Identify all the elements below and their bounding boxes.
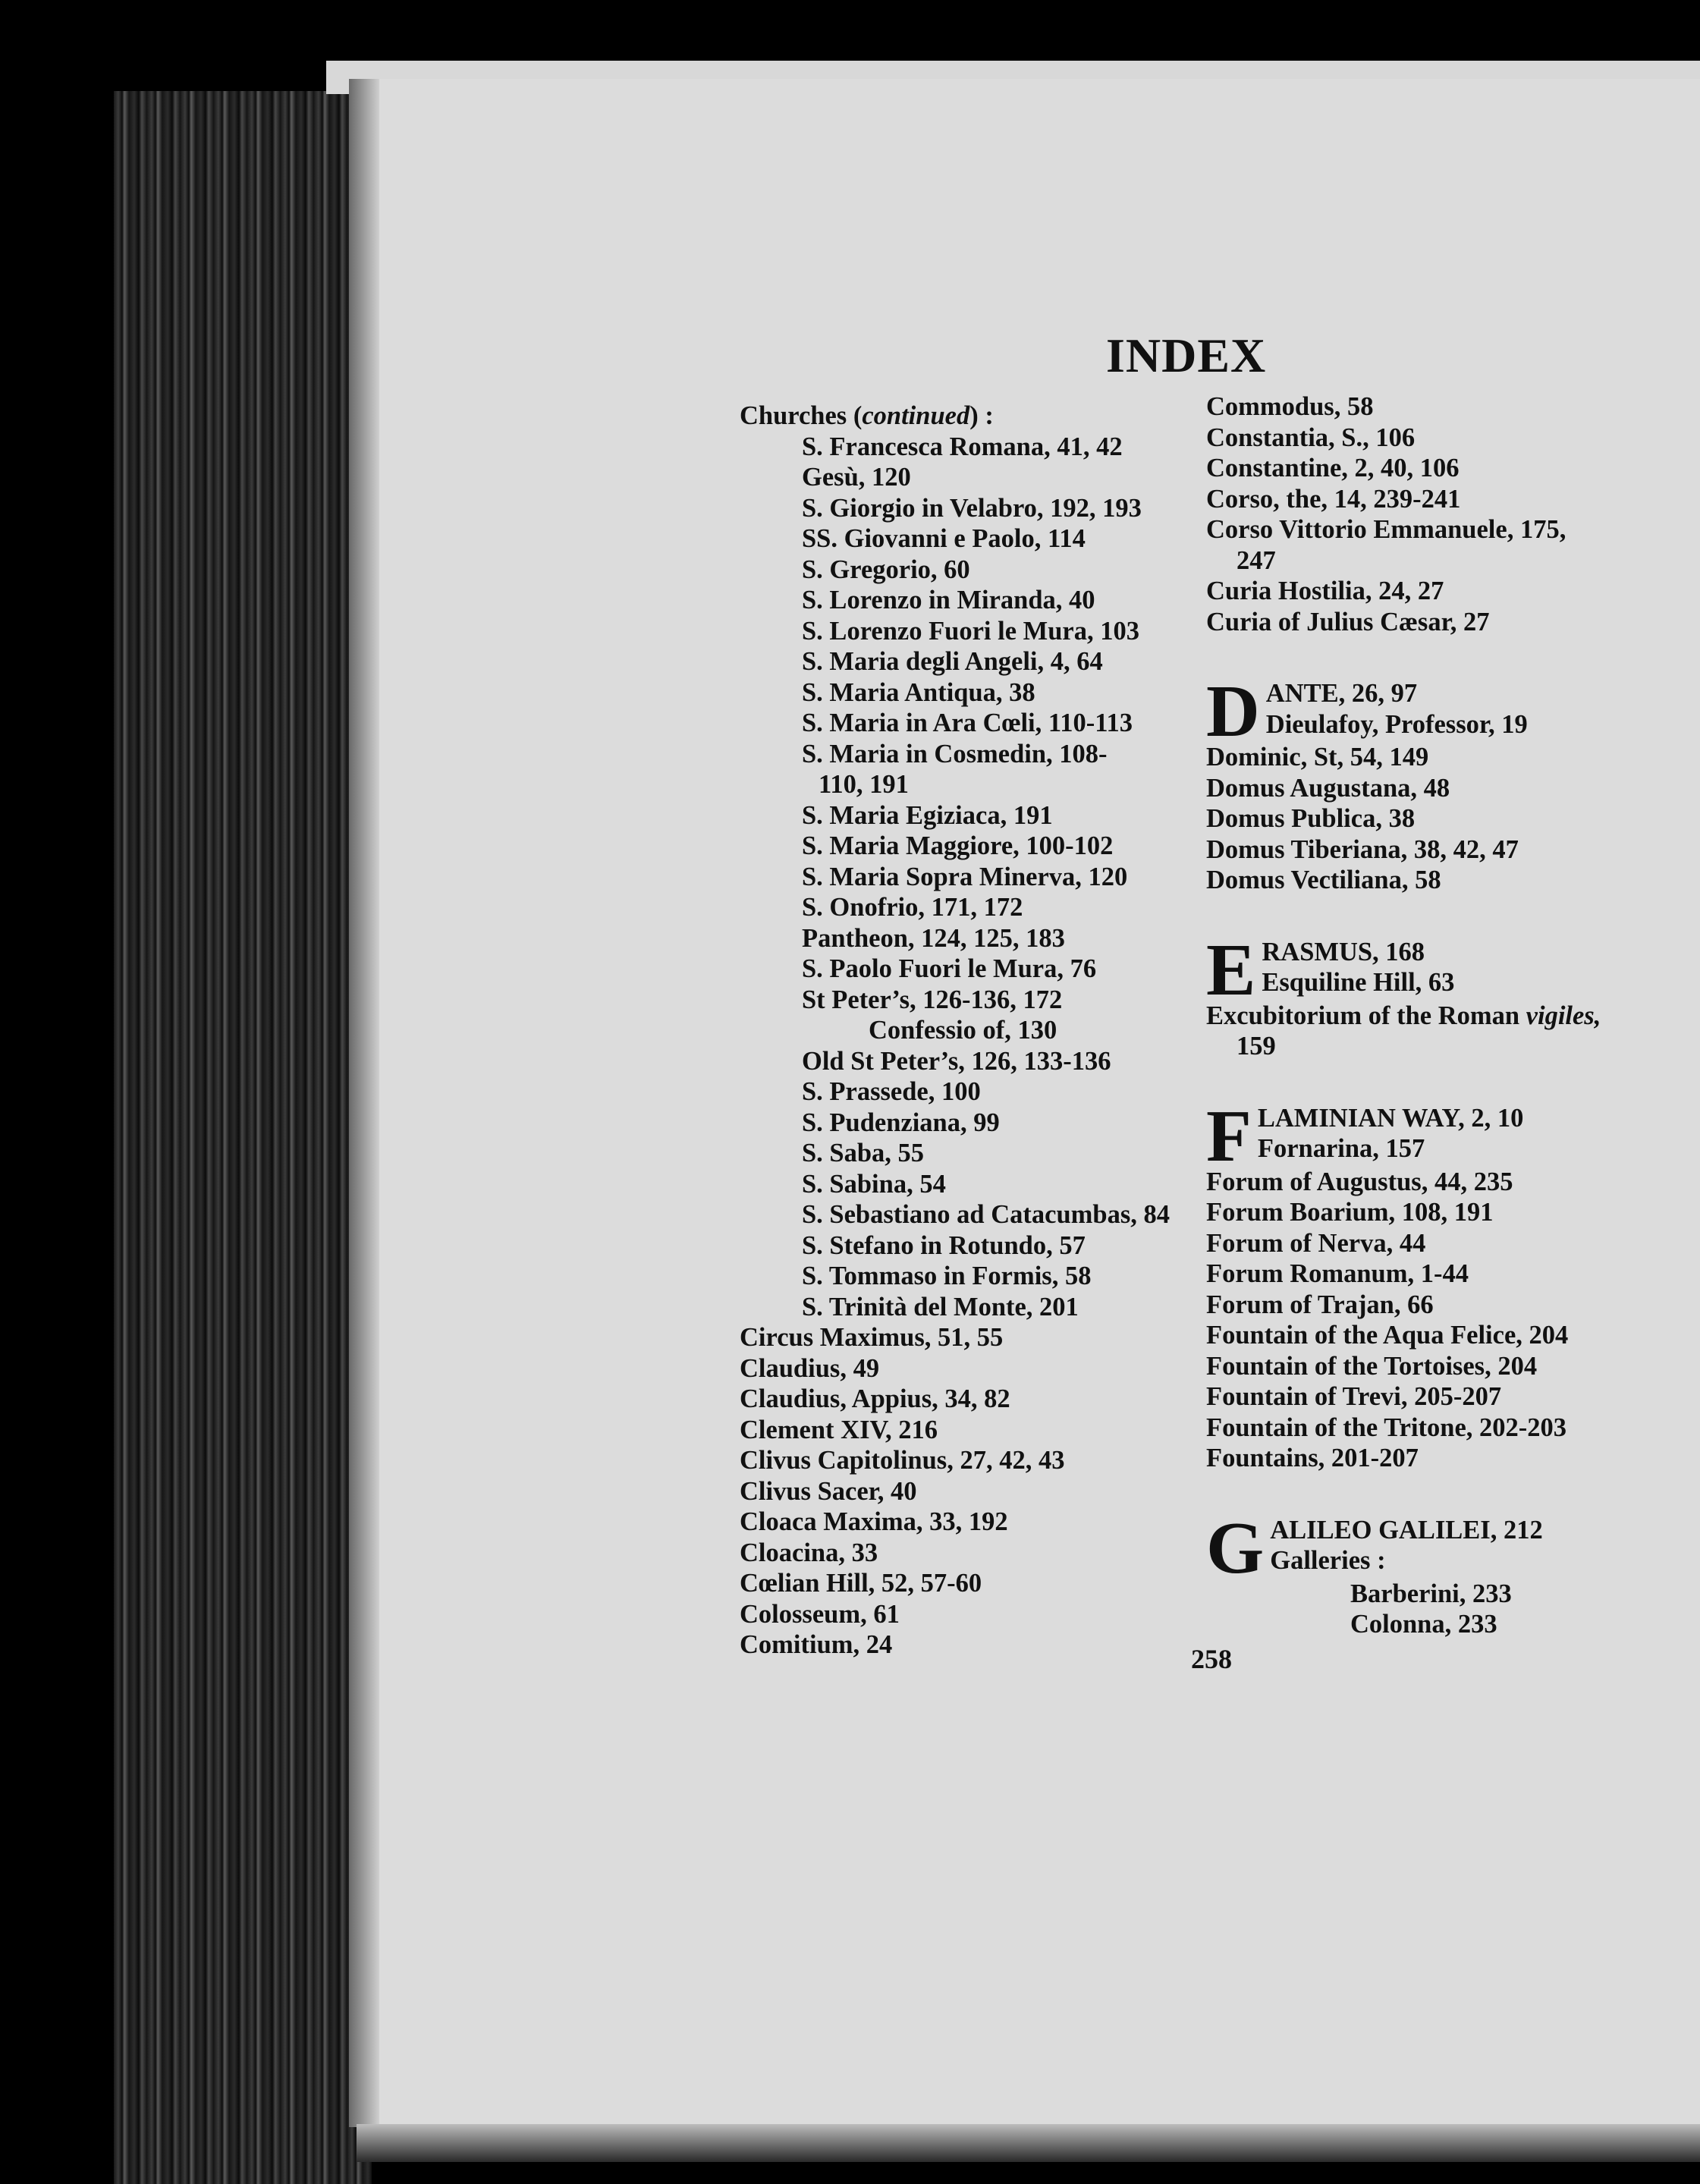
index-entry xyxy=(740,1138,1210,1169)
entry-text: Colosseum, 61 xyxy=(740,1599,900,1629)
index-entry: Forum of Trajan, 66 xyxy=(1206,1290,1434,1319)
entry-text: ) : xyxy=(969,401,994,430)
index-entry xyxy=(740,462,1210,493)
entry-text: S. Pudenziana, 99 xyxy=(802,1108,1000,1137)
index-entry xyxy=(740,616,1210,647)
entry-text: Comitium, 24 xyxy=(740,1630,893,1659)
index-entry xyxy=(740,1538,1210,1569)
index-f-entries xyxy=(1206,1167,1661,1474)
index-entry: Fountain of the Tortoises, 204 xyxy=(1206,1351,1538,1381)
index-entry: Fornarina, 157 xyxy=(1257,1134,1425,1163)
entry-text: S. Saba, 55 xyxy=(802,1139,925,1167)
index-entry: Corso, the, 14, 239-241 xyxy=(1206,484,1461,514)
index-entry xyxy=(740,1322,1210,1353)
index-entry xyxy=(740,739,1210,770)
index-entry xyxy=(740,985,1210,1016)
index-entry xyxy=(740,800,1210,831)
entry-text: 110, 191 xyxy=(819,770,909,799)
index-entry xyxy=(740,831,1210,862)
index-entry: Corso Vittorio Emmanuele, 175, xyxy=(1206,515,1566,544)
index-entry xyxy=(740,1230,1210,1262)
index-entry: Fountain of the Tritone, 202-203 xyxy=(1206,1413,1567,1442)
entry-text: Claudius, Appius, 34, 82 xyxy=(740,1384,1010,1413)
entry-text: S. Maria Maggiore, 100-102 xyxy=(802,831,1114,860)
index-entry xyxy=(740,1108,1210,1139)
entry-text: S. Maria degli Angeli, 4, 64 xyxy=(802,647,1103,676)
index-entry xyxy=(740,493,1210,524)
index-entry xyxy=(740,1353,1210,1384)
entry-text: Confessio of, 130 xyxy=(869,1016,1057,1045)
index-entry: Galleries : xyxy=(1270,1546,1386,1575)
entry-text: Claudius, 49 xyxy=(740,1353,880,1383)
entry-text: Gesù, 120 xyxy=(802,463,911,492)
index-entry xyxy=(740,1046,1210,1077)
index-section-g xyxy=(1206,1515,1661,1579)
entry-text: Churches ( xyxy=(740,401,863,430)
index-entry: Curia of Julius Cæsar, 27 xyxy=(1206,607,1490,636)
index-entry xyxy=(740,432,1210,463)
index-entry: LAMINIAN WAY, 2, 10 xyxy=(1257,1103,1524,1133)
index-left-column xyxy=(740,401,1210,1661)
entry-text: S. Paolo Fuori le Mura, 76 xyxy=(802,954,1097,983)
entry-text: S. Tommaso in Formis, 58 xyxy=(802,1262,1092,1290)
index-entry: Fountains, 201-207 xyxy=(1206,1444,1419,1472)
entry-text: Excubitorium of the Roman xyxy=(1206,1001,1526,1030)
index-section-f xyxy=(1206,1103,1661,1167)
index-right-column xyxy=(1206,391,1661,1640)
index-entry: Forum Romanum, 1-44 xyxy=(1206,1259,1469,1288)
drop-cap-g: G xyxy=(1206,1514,1265,1579)
index-entry xyxy=(740,677,1210,709)
index-entry: Fountain of the Aqua Felice, 204 xyxy=(1206,1321,1569,1350)
index-entry: Domus Publica, 38 xyxy=(1206,804,1416,833)
index-entry xyxy=(740,1384,1210,1415)
index-entry: Curia Hostilia, 24, 27 xyxy=(1206,577,1444,605)
index-entry xyxy=(740,523,1210,555)
index-entry: ALILEO GALILEI, 212 xyxy=(1270,1515,1543,1545)
index-entry: Forum of Augustus, 44, 235 xyxy=(1206,1167,1513,1196)
entry-text: S. Francesca Romana, 41, 42 xyxy=(802,432,1123,461)
entry-text: Cloaca Maxima, 33, 192 xyxy=(740,1507,1008,1536)
entry-text: SS. Giovanni e Paolo, 114 xyxy=(802,524,1086,553)
index-entry xyxy=(740,1568,1210,1599)
index-entry: Domus Vectiliana, 58 xyxy=(1206,866,1441,894)
index-entry xyxy=(740,585,1210,616)
entry-text: Old St Peter’s, 126, 133-136 xyxy=(802,1046,1111,1076)
index-entry xyxy=(1206,1001,1661,1032)
entry-text: S. Prassede, 100 xyxy=(802,1077,981,1106)
entry-text: S. Maria in Ara Cœli, 110-113 xyxy=(802,709,1133,737)
entry-text: Clivus Sacer, 40 xyxy=(740,1476,917,1506)
index-entry xyxy=(740,1261,1210,1292)
index-entry xyxy=(740,1507,1210,1538)
page-number: 258 xyxy=(1191,1644,1232,1674)
entry-text: S. Sabina, 54 xyxy=(802,1169,946,1199)
entry-text: S. Giorgio in Velabro, 192, 193 xyxy=(802,493,1142,523)
index-entry: RASMUS, 168 xyxy=(1262,937,1425,966)
drop-cap-e: E xyxy=(1206,936,1256,1001)
index-entry xyxy=(740,862,1210,893)
index-entry-continuation: 159 xyxy=(1237,1032,1276,1061)
index-entry xyxy=(740,1076,1210,1108)
book-fore-edge xyxy=(114,91,372,2184)
index-entry xyxy=(740,1629,1210,1661)
entry-text: S. Maria Sopra Minerva, 120 xyxy=(802,862,1128,891)
drop-cap-d: D xyxy=(1206,678,1260,742)
entry-italic: continued xyxy=(862,401,970,430)
index-entry xyxy=(740,401,1210,432)
entry-text: Cœlian Hill, 52, 57-60 xyxy=(740,1569,982,1598)
index-entry xyxy=(740,892,1210,923)
index-entry xyxy=(740,1599,1210,1630)
index-entry xyxy=(740,954,1210,985)
entry-text: S. Maria Antiqua, 38 xyxy=(802,677,1035,707)
index-entry xyxy=(740,1169,1210,1200)
index-entry: Commodus, 58 xyxy=(1206,392,1374,421)
entry-text: Clivus Capitolinus, 27, 42, 43 xyxy=(740,1446,1065,1475)
index-entry xyxy=(740,1415,1210,1446)
index-entry: Constantia, S., 106 xyxy=(1206,423,1416,452)
index-section-d xyxy=(1206,678,1661,742)
index-entry: Domus Tiberiana, 38, 42, 47 xyxy=(1206,834,1519,864)
index-entry xyxy=(740,708,1210,739)
index-entry xyxy=(740,923,1210,954)
index-entry: Esquiline Hill, 63 xyxy=(1262,968,1455,997)
entry-italic: vigiles, xyxy=(1526,1001,1601,1030)
entry-text: S. Lorenzo Fuori le Mura, 103 xyxy=(802,616,1139,646)
index-g-entries xyxy=(1206,1579,1661,1640)
index-entry-continuation xyxy=(740,769,1210,800)
index-entry: Domus Augustana, 48 xyxy=(1206,773,1450,803)
entry-text: Clement XIV, 216 xyxy=(740,1415,938,1444)
index-entry: Dieulafoy, Professor, 19 xyxy=(1265,709,1528,739)
index-entry: Forum of Nerva, 44 xyxy=(1206,1228,1426,1258)
index-entry xyxy=(740,1445,1210,1476)
index-entry: Colonna, 233 xyxy=(1350,1610,1497,1639)
index-d-entries xyxy=(1206,742,1661,896)
index-entry xyxy=(740,1015,1210,1046)
index-entry xyxy=(740,1292,1210,1323)
index-entry xyxy=(740,646,1210,677)
page-gutter-shadow xyxy=(349,79,379,2127)
index-entry: Fountain of Trevi, 205-207 xyxy=(1206,1382,1502,1411)
entry-text: S. Gregorio, 60 xyxy=(802,555,970,584)
entry-text: Cloacina, 33 xyxy=(740,1538,878,1567)
page-title: INDEX xyxy=(1106,328,1267,382)
entry-text: S. Stefano in Rotundo, 57 xyxy=(802,1230,1086,1260)
entry-text: St Peter’s, 126-136, 172 xyxy=(802,985,1063,1014)
index-entry: Forum Boarium, 108, 191 xyxy=(1206,1198,1494,1227)
index-entry: Barberini, 233 xyxy=(1350,1579,1512,1608)
index-entry: Dominic, St, 54, 149 xyxy=(1206,743,1429,771)
entry-text: S. Maria Egiziaca, 191 xyxy=(802,800,1053,830)
index-entry: 247 xyxy=(1237,545,1276,575)
entry-text: S. Onofrio, 171, 172 xyxy=(802,893,1023,922)
entry-text: S. Trinità del Monte, 201 xyxy=(802,1292,1079,1321)
page-bottom-edge xyxy=(357,2124,1700,2162)
entry-text: S. Lorenzo in Miranda, 40 xyxy=(802,586,1095,614)
entry-text: Pantheon, 124, 125, 183 xyxy=(802,923,1065,953)
index-section-e xyxy=(1206,937,1661,1001)
index-c-entries xyxy=(1206,391,1661,637)
index-entry xyxy=(740,555,1210,586)
drop-cap-f: F xyxy=(1206,1102,1252,1167)
index-entry: ANTE, 26, 97 xyxy=(1265,679,1418,708)
entry-text: Circus Maximus, 51, 55 xyxy=(740,1323,1004,1352)
index-entry: Constantine, 2, 40, 106 xyxy=(1206,454,1460,482)
index-entry xyxy=(740,1199,1210,1230)
index-entry xyxy=(740,1476,1210,1507)
entry-text: S. Maria in Cosmedin, 108- xyxy=(802,739,1108,768)
entry-text: S. Sebastiano ad Catacumbas, 84 xyxy=(802,1200,1171,1229)
